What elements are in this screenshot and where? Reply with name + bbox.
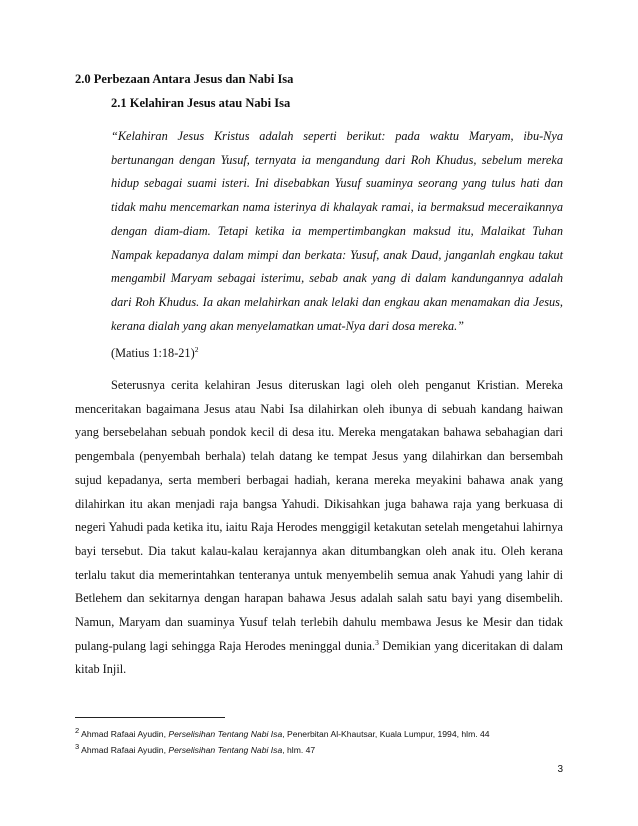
quote-citation <box>111 346 198 361</box>
footnote-divider <box>75 717 225 718</box>
footnote-ref-2: 2 <box>194 344 199 354</box>
footnote-author: Ahmad Rafaai Ayudin, <box>81 729 169 739</box>
footnote-title: Perselisihan Tentang Nabi Isa <box>168 729 283 739</box>
footnote-item <box>75 726 595 742</box>
footnote-ref-3: 3 <box>375 637 379 647</box>
footnote-details: , Penerbitan Al-Khautsar, Kuala Lumpur, 1994, hlm. 44 <box>282 729 490 739</box>
footnote-details: , hlm. 47 <box>282 745 316 755</box>
footnote-author: Ahmad Rafaai Ayudin, <box>81 745 169 755</box>
footnotes <box>75 726 595 758</box>
bible-quote: “Kelahiran Jesus Kristus adalah seperti berikut: pada waktu Maryam, ibu-Nya bertunangan dengan Yusuf, ternyata ia mengandung dari Roh Khudus, sebelum mereka hidup sebagai suami isteri. Ini disebabkan Yusuf suaminya seorang yang tulus hati dan tidak mahu mencemarkan nama isterinya di khalayak ramai, ia bermaksud meceraikannya dengan diam-diam. Tetapi ketika ia mempertimbangkan maksud itu, Malaikat Tuhan Nampak kepadanya dalam mimpi dan berkata: Yusuf, anak Daud, janganlah engkau takut mengambil Maryam sebagai isterimu, sebab anak yang di dalam kandungannya adalah dari Roh Khudus. Ia akan melahirkan anak lelaki dan engkau akan menamakan dia Jesus, kerana dialah yang akan menyelamatkan umat-Nya dari dosa mereka.” <box>111 129 563 333</box>
body-text-part2: Demikian yang diceritakan di dalam kitab Injil. <box>75 638 563 677</box>
section-heading: 2.0 Perbezaan Antara Jesus dan Nabi Isa <box>75 72 294 86</box>
citation-text: (Matius 1:18-21) <box>111 346 195 360</box>
footnote-number: 2 <box>75 726 80 736</box>
subsection-heading: 2.1 Kelahiran Jesus atau Nabi Isa <box>111 96 291 110</box>
footnote-title: Perselisihan Tentang Nabi Isa <box>168 745 283 755</box>
body-paragraph <box>75 374 563 682</box>
footnote-item <box>75 742 595 758</box>
page-number: 3 <box>557 764 563 775</box>
body-text-part1: Seterusnya cerita kelahiran Jesus diteruskan lagi oleh oleh penganut Kristian. Mereka menceritakan bagaimana Jesus atau Nabi Isa dilahirkan oleh ibunya di sebuah kandang haiwan yang bersebelahan sebuah pondok kecil di desa itu. Mereka mengatakan bahawa sebahagian dari pengembala (penyembah berhala) telah datang ke tempat Jesus yang dilahirkan dan bersembah sujud kepadanya, serta memberi berbagai hadiah, kerana mereka meyakini bahawa anak yang dilahirkan itu akan menjadi raja bangsa Yahudi. Dikisahkan juga bahawa raja yang berkuasa di negeri Yahudi pada ketika itu, iaitu Raja Herodes menggigil ketakutan setelah mengetahui lahirnya bayi tersebut. Dia takut kalau-kalau kerajannya akan ditumbangkan oleh anak itu. Oleh kerana terlalu takut dia memerintahkan tenteranya untuk menyembelih semua anak Yahudi yang lahir di Betlehem dan sekitarnya dengan harapan bahawa Jesus adalah salah satu bayi yang disembelih. Namun, Maryam dan suaminya Yusuf telah terlebih dahulu membawa Jesus ke Mesir dan tidak pulang-pulang lagi sehingga Raja Herodes meninggal dunia. <box>75 378 563 653</box>
footnote-number: 3 <box>75 742 80 752</box>
